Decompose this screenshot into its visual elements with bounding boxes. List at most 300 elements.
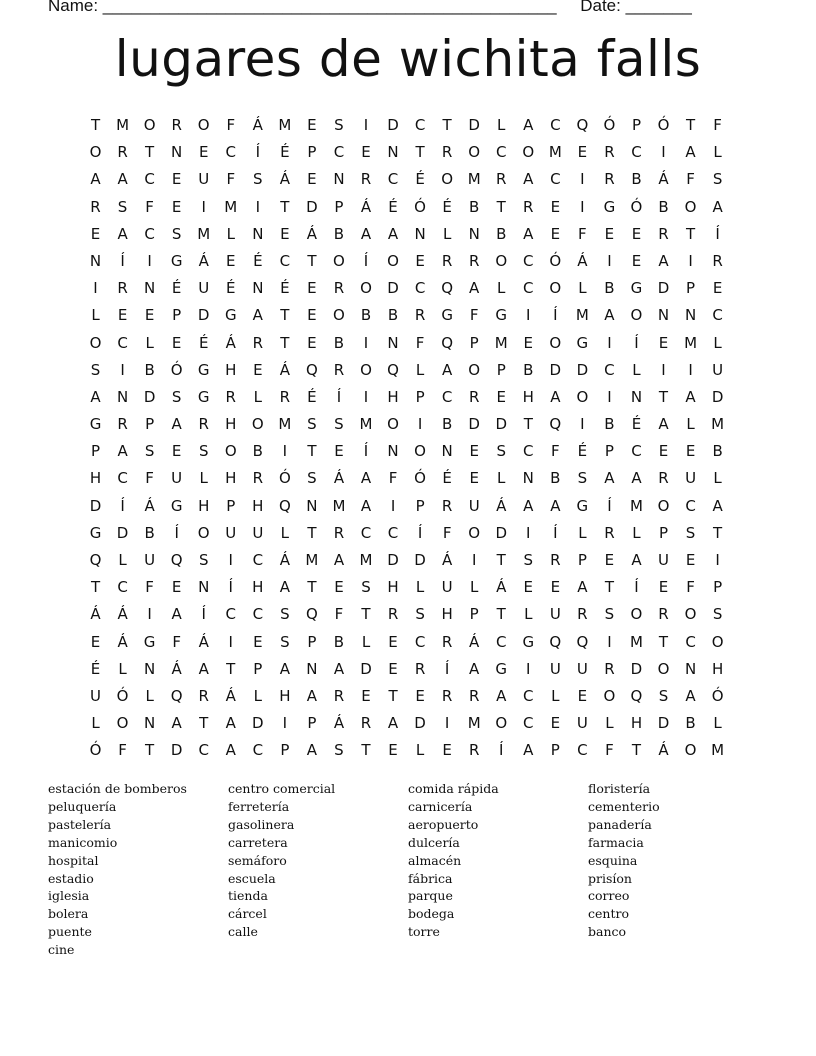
word-list-item: parque: [408, 888, 453, 904]
grid-letter: I: [526, 523, 531, 542]
grid-letter: R: [333, 360, 345, 379]
grid-letter: N: [387, 143, 399, 162]
grid-letter: Q: [305, 605, 318, 624]
grid-letter: R: [441, 496, 453, 515]
grid-letter: D: [89, 496, 102, 515]
grid-letter: C: [523, 251, 534, 270]
grid-letter: B: [387, 306, 399, 325]
grid-letter: T: [496, 551, 506, 569]
grid-letter: T: [90, 578, 101, 597]
grid-letter: Ó: [630, 197, 643, 216]
grid-letter: A: [523, 496, 534, 515]
grid-letter: A: [550, 387, 561, 406]
grid-letter: E: [361, 143, 371, 162]
grid-letter: L: [280, 523, 290, 542]
grid-letter: C: [523, 714, 534, 733]
grid-letter: C: [198, 741, 209, 760]
grid-letter: P: [307, 632, 317, 651]
grid-letter: F: [145, 469, 154, 488]
grid-letter: O: [441, 170, 454, 189]
grid-letter: N: [252, 224, 264, 243]
grid-letter: T: [361, 605, 371, 624]
grid-letter: M: [494, 333, 508, 352]
grid-letter: S: [496, 442, 506, 461]
grid-letter: A: [117, 170, 128, 189]
grid-letter: A: [360, 496, 372, 515]
grid-letter: Ó: [170, 360, 183, 379]
grid-letter: E: [361, 686, 371, 705]
grid-letter: A: [604, 469, 615, 488]
grid-letter: R: [604, 523, 615, 542]
grid-letter: I: [580, 415, 585, 434]
grid-letter: Q: [549, 415, 562, 434]
grid-letter: M: [332, 496, 346, 515]
grid-letter: Á: [496, 496, 507, 515]
grid-letter: E: [117, 306, 128, 325]
grid-letter: R: [333, 279, 345, 298]
grid-letter: L: [145, 333, 154, 352]
grid-letter: S: [334, 116, 344, 134]
grid-letter: C: [387, 523, 399, 542]
grid-letter: E: [226, 251, 236, 270]
grid-letter: U: [171, 469, 183, 488]
grid-letter: D: [143, 387, 156, 406]
grid-letter: N: [144, 714, 156, 733]
grid-letter: E: [334, 578, 344, 597]
word-list-item: bolera: [48, 906, 89, 922]
grid-letter: M: [224, 197, 238, 216]
grid-letter: U: [441, 578, 453, 597]
grid-letter: C: [523, 442, 534, 461]
grid-letter: B: [712, 442, 723, 461]
grid-letter: N: [414, 224, 426, 243]
grid-letter: H: [441, 605, 453, 624]
grid-letter: O: [224, 442, 237, 461]
grid-letter: Q: [89, 551, 102, 569]
grid-letter: F: [172, 632, 181, 651]
grid-letter: A: [171, 605, 182, 624]
word-column: [408, 780, 588, 959]
word-list-item: gasolinera: [228, 816, 295, 832]
grid-letter: M: [359, 415, 373, 434]
grid-letter: M: [197, 224, 211, 243]
grid-letter: R: [441, 143, 453, 162]
grid-letter: Á: [198, 632, 209, 651]
grid-letter: Q: [576, 632, 589, 651]
grid-letter: Á: [279, 551, 290, 569]
grid-letter: Q: [441, 279, 454, 298]
grid-letter: E: [388, 659, 398, 678]
grid-letter: M: [711, 415, 725, 434]
grid-letter: E: [523, 578, 534, 597]
grid-letter: A: [90, 170, 101, 189]
grid-letter: L: [713, 469, 722, 488]
grid-letter: É: [388, 197, 398, 216]
grid-letter: E: [171, 197, 182, 216]
grid-letter: Í: [607, 496, 612, 515]
grid-letter: É: [280, 279, 290, 298]
grid-letter: O: [495, 714, 508, 733]
grid-letter: A: [117, 224, 128, 243]
grid-letter: A: [387, 224, 399, 243]
grid-letter: O: [495, 251, 508, 270]
grid-letter: P: [253, 659, 263, 678]
grid-letter: N: [144, 659, 156, 678]
grid-letter: G: [197, 360, 210, 379]
grid-letter: L: [91, 714, 100, 733]
grid-letter: B: [523, 360, 534, 379]
grid-letter: A: [631, 469, 642, 488]
grid-letter: E: [388, 632, 398, 651]
grid-letter: R: [198, 415, 209, 434]
grid-letter: T: [199, 714, 209, 733]
grid-letter: P: [307, 143, 317, 162]
grid-letter: Í: [444, 659, 450, 678]
grid-letter: C: [252, 551, 264, 569]
grid-letter: T: [658, 387, 669, 406]
grid-letter: R: [414, 659, 426, 678]
word-list-item: centro: [588, 906, 629, 922]
grid-letter: N: [116, 387, 129, 406]
grid-letter: H: [630, 714, 643, 733]
grid-letter: O: [522, 143, 535, 162]
grid-letter: A: [252, 306, 263, 325]
grid-letter: I: [661, 143, 666, 162]
grid-letter: C: [225, 605, 236, 624]
grid-letter: N: [171, 143, 183, 162]
grid-letter: H: [225, 469, 237, 488]
grid-letter: É: [226, 279, 236, 298]
grid-letter: D: [549, 360, 562, 379]
grid-letter: L: [605, 714, 614, 733]
grid-letter: A: [469, 659, 480, 678]
grid-letter: G: [89, 415, 102, 434]
grid-letter: D: [468, 116, 480, 134]
grid-letter: O: [468, 143, 481, 162]
grid-letter: Í: [363, 442, 369, 461]
grid-letter: S: [685, 523, 696, 542]
grid-letter: B: [469, 197, 480, 216]
grid-letter: A: [712, 197, 723, 216]
grid-letter: O: [333, 306, 345, 325]
grid-letter: R: [496, 170, 507, 189]
grid-letter: E: [469, 469, 479, 488]
word-list-item: estación de bomberos: [48, 781, 187, 796]
grid-letter: D: [711, 387, 724, 406]
grid-letter: R: [468, 741, 480, 760]
grid-letter: N: [468, 224, 480, 243]
grid-letter: P: [658, 523, 669, 542]
grid-letter: C: [631, 143, 642, 162]
grid-letter: M: [629, 632, 643, 651]
grid-letter: I: [282, 714, 288, 733]
word-list-item: almacén: [408, 852, 462, 868]
grid-letter: P: [550, 741, 560, 760]
grid-letter: F: [713, 116, 722, 134]
grid-letter: S: [712, 170, 723, 189]
grid-letter: A: [523, 741, 534, 760]
grid-letter: F: [686, 578, 695, 597]
grid-letter: B: [631, 170, 642, 189]
grid-letter: Ó: [414, 197, 426, 216]
grid-letter: C: [144, 224, 155, 243]
grid-letter: I: [201, 197, 206, 216]
grid-letter: C: [414, 279, 426, 298]
grid-letter: C: [577, 741, 588, 760]
grid-letter: L: [415, 578, 425, 597]
grid-letter: R: [252, 333, 264, 352]
grid-letter: P: [496, 360, 506, 379]
grid-letter: A: [523, 170, 534, 189]
grid-letter: L: [442, 224, 452, 243]
grid-letter: Í: [120, 251, 125, 270]
grid-letter: B: [604, 279, 615, 298]
grid-letter: C: [333, 143, 345, 162]
grid-letter: G: [522, 632, 535, 651]
grid-letter: E: [144, 306, 155, 325]
grid-letter: E: [307, 306, 317, 325]
grid-letter: U: [576, 659, 588, 678]
word-list-item: cárcel: [228, 906, 267, 922]
word-list-item: torre: [408, 924, 440, 940]
grid-letter: C: [523, 279, 534, 298]
grid-letter: D: [387, 279, 399, 298]
grid-letter: A: [360, 469, 372, 488]
word-list-item: ferretería: [228, 798, 290, 814]
grid-letter: A: [604, 306, 615, 325]
grid-letter: C: [117, 578, 128, 597]
grid-letter: O: [549, 279, 562, 298]
grid-letter: U: [198, 279, 210, 298]
grid-letter: N: [89, 251, 102, 270]
grid-letter: Á: [225, 333, 236, 352]
grid-letter: T: [280, 333, 290, 352]
grid-letter: R: [523, 197, 534, 216]
grid-letter: S: [280, 605, 290, 624]
grid-letter: N: [306, 496, 318, 515]
grid-letter: D: [170, 741, 183, 760]
grid-letter: R: [360, 170, 372, 189]
grid-letter: M: [575, 306, 589, 325]
grid-letter: N: [198, 578, 210, 597]
grid-letter: É: [442, 469, 452, 488]
grid-letter: I: [607, 333, 612, 352]
grid-letter: U: [712, 360, 724, 379]
grid-letter: O: [630, 605, 643, 624]
grid-letter: R: [550, 551, 561, 569]
word-list-item: escuela: [228, 870, 276, 886]
grid-letter: P: [334, 197, 344, 216]
grid-letter: L: [632, 523, 641, 542]
grid-letter: L: [551, 686, 560, 705]
grid-letter: O: [549, 333, 562, 352]
grid-letter: H: [387, 578, 399, 597]
grid-letter: E: [631, 224, 642, 243]
grid-letter: I: [417, 415, 423, 434]
grid-letter: N: [684, 306, 697, 325]
grid-letter: R: [441, 251, 453, 270]
grid-letter: I: [120, 360, 125, 379]
grid-letter: G: [603, 197, 616, 216]
grid-letter: R: [468, 251, 480, 270]
grid-letter: P: [469, 605, 479, 624]
grid-letter: Ó: [657, 116, 670, 134]
grid-letter: N: [144, 279, 156, 298]
grid-letter: T: [307, 578, 317, 597]
grid-letter: Í: [363, 251, 369, 270]
grid-letter: L: [524, 605, 533, 624]
grid-letter: A: [333, 551, 345, 569]
grid-letter: É: [307, 387, 317, 406]
grid-letter: I: [661, 360, 666, 379]
grid-letter: T: [361, 741, 371, 760]
grid-letter: E: [198, 143, 209, 162]
grid-letter: A: [279, 659, 290, 678]
word-list-item: carnicería: [408, 798, 473, 814]
word-list-item: iglesia: [48, 888, 90, 904]
grid-letter: S: [307, 415, 317, 434]
word-list-item: carretera: [228, 834, 288, 850]
grid-letter: L: [713, 714, 722, 733]
grid-letter: T: [307, 251, 317, 270]
grid-letter: A: [523, 116, 534, 134]
grid-letter: M: [467, 714, 481, 733]
word-list-item: cine: [48, 942, 75, 958]
grid-letter: A: [171, 714, 182, 733]
grid-letter: O: [116, 714, 129, 733]
grid-letter: T: [442, 116, 452, 134]
grid-letter: R: [90, 197, 101, 216]
grid-letter: Á: [442, 551, 453, 569]
grid-letter: E: [496, 387, 506, 406]
grid-letter: T: [280, 197, 290, 216]
grid-letter: R: [577, 605, 588, 624]
grid-letter: C: [495, 632, 507, 651]
grid-letter: A: [306, 686, 318, 705]
grid-letter: A: [333, 659, 345, 678]
grid-letter: I: [93, 279, 98, 298]
word-list-item: semáforo: [228, 852, 287, 868]
grid-letter: L: [226, 224, 235, 243]
grid-letter: Í: [634, 578, 639, 597]
grid-letter: E: [171, 442, 182, 461]
grid-letter: H: [522, 387, 534, 406]
grid-letter: I: [228, 632, 233, 651]
grid-letter: É: [171, 279, 182, 298]
grid-letter: C: [414, 632, 426, 651]
grid-letter: O: [89, 143, 102, 162]
grid-letter: I: [580, 170, 585, 189]
grid-letter: F: [145, 197, 154, 216]
grid-letter: E: [442, 741, 452, 760]
grid-letter: G: [170, 251, 183, 270]
grid-letter: C: [685, 632, 696, 651]
grid-letter: O: [711, 632, 724, 651]
grid-letter: R: [468, 387, 480, 406]
grid-letter: I: [607, 632, 612, 651]
grid-letter: F: [605, 741, 614, 760]
grid-letter: C: [712, 306, 723, 325]
grid-letter: E: [658, 333, 669, 352]
grid-letter: F: [226, 116, 236, 134]
grid-letter: Ó: [549, 251, 562, 270]
word-column: [228, 780, 408, 959]
grid-letter: A: [658, 251, 669, 270]
grid-letter: Í: [201, 605, 206, 624]
grid-letter: A: [171, 415, 182, 434]
grid-letter: Á: [225, 686, 236, 705]
grid-letter: Á: [90, 605, 101, 624]
grid-letter: I: [607, 251, 612, 270]
grid-letter: I: [471, 551, 477, 569]
grid-letter: N: [684, 659, 697, 678]
grid-letter: S: [604, 605, 615, 624]
grid-letter: F: [145, 578, 154, 597]
grid-letter: M: [278, 415, 292, 434]
grid-letter: I: [390, 496, 396, 515]
grid-letter: Á: [117, 605, 128, 624]
grid-letter: C: [441, 387, 453, 406]
grid-letter: F: [226, 170, 236, 189]
grid-letter: H: [225, 415, 237, 434]
grid-letter: Í: [634, 333, 639, 352]
grid-letter: E: [334, 442, 344, 461]
grid-letter: C: [117, 469, 128, 488]
grid-letter: I: [363, 333, 369, 352]
grid-letter: C: [495, 143, 507, 162]
grid-letter: E: [604, 224, 615, 243]
grid-letter: O: [630, 306, 643, 325]
grid-letter: U: [198, 170, 210, 189]
grid-letter: A: [306, 741, 318, 760]
grid-letter: O: [603, 686, 616, 705]
grid-letter: É: [90, 659, 101, 678]
grid-letter: C: [252, 741, 264, 760]
word-list: [48, 780, 768, 959]
grid-letter: M: [711, 741, 725, 760]
grid-letter: P: [713, 578, 723, 597]
grid-letter: Á: [171, 659, 182, 678]
grid-letter: E: [307, 333, 317, 352]
grid-letter: R: [658, 469, 669, 488]
grid-letter: R: [117, 415, 128, 434]
word-column: [48, 780, 228, 959]
grid-letter: S: [90, 360, 101, 379]
grid-letter: D: [360, 659, 372, 678]
grid-letter: E: [577, 143, 588, 162]
grid-letter: S: [117, 197, 128, 216]
grid-letter: R: [658, 605, 669, 624]
word-list-item: peluquería: [48, 798, 117, 814]
grid-letter: É: [442, 197, 452, 216]
grid-letter: E: [171, 578, 182, 597]
grid-letter: E: [712, 279, 723, 298]
grid-letter: R: [387, 605, 399, 624]
grid-letter: S: [415, 605, 425, 624]
grid-letter: Í: [499, 741, 504, 760]
grid-letter: I: [688, 251, 693, 270]
grid-letter: E: [90, 632, 101, 651]
grid-letter: E: [280, 224, 290, 243]
grid-letter: U: [468, 496, 480, 515]
grid-letter: S: [198, 442, 209, 461]
grid-letter: O: [251, 415, 264, 434]
grid-letter: G: [576, 333, 589, 352]
grid-letter: R: [333, 686, 345, 705]
grid-letter: B: [333, 224, 345, 243]
grid-letter: A: [225, 714, 236, 733]
grid-letter: P: [604, 442, 614, 461]
